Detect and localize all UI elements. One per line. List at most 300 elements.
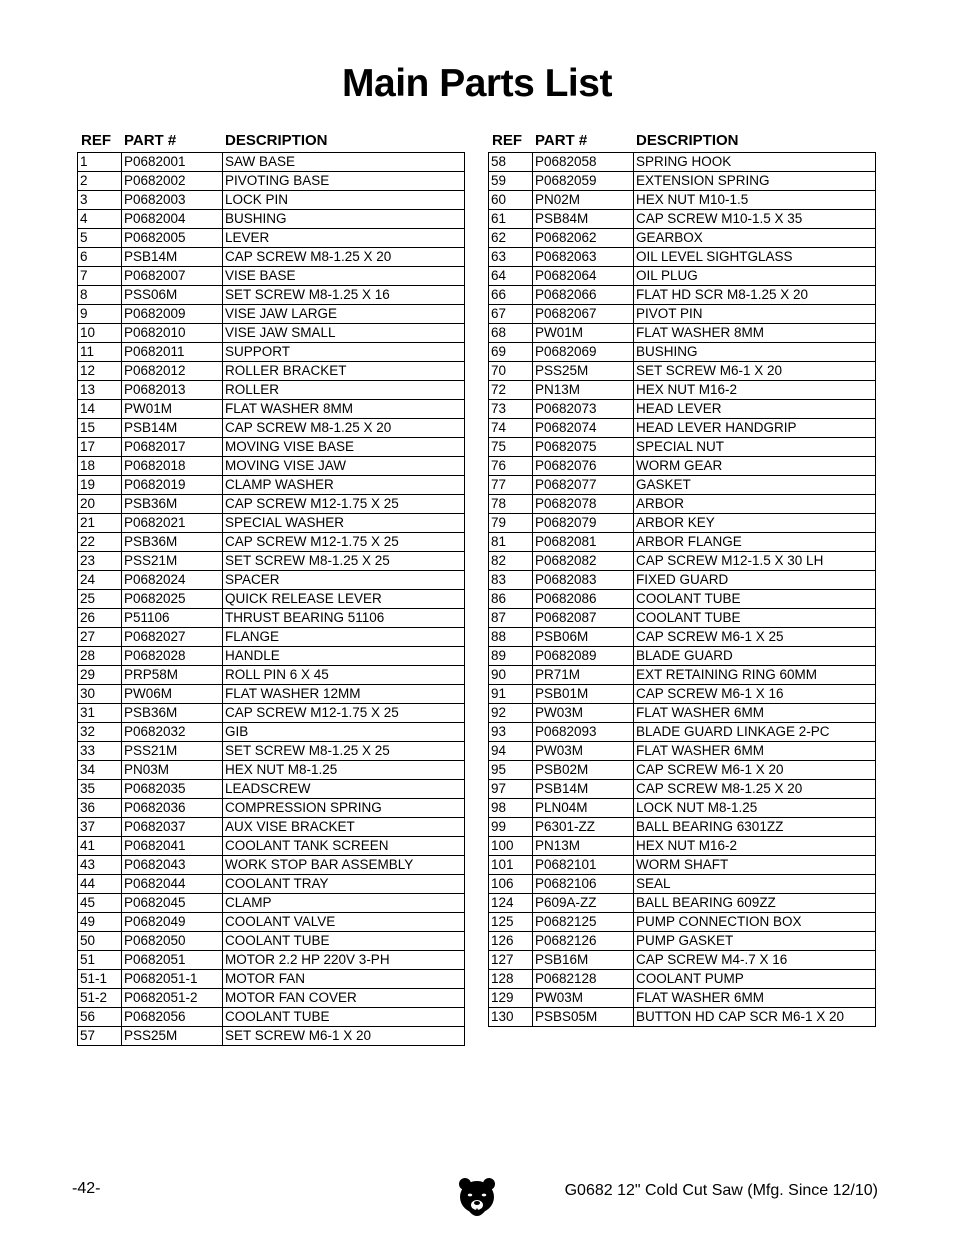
description-cell: CAP SCREW M6-1 X 25 xyxy=(634,628,876,647)
header-ref: REF xyxy=(81,132,111,149)
part-number-cell: PR71M xyxy=(533,666,634,685)
part-number-cell: PSS21M xyxy=(122,742,223,761)
ref-cell: 68 xyxy=(489,324,533,343)
ref-cell: 5 xyxy=(78,229,122,248)
table-row xyxy=(489,628,876,647)
ref-cell: 87 xyxy=(489,609,533,628)
part-number-cell: P0682079 xyxy=(533,514,634,533)
ref-cell: 95 xyxy=(489,761,533,780)
ref-cell: 81 xyxy=(489,533,533,552)
ref-cell: 26 xyxy=(78,609,122,628)
ref-cell: 2 xyxy=(78,172,122,191)
part-number-cell: PSS21M xyxy=(122,552,223,571)
part-number-cell: P0682059 xyxy=(533,172,634,191)
ref-cell: 59 xyxy=(489,172,533,191)
description-cell: SPACER xyxy=(223,571,465,590)
ref-cell: 69 xyxy=(489,343,533,362)
description-cell: ROLL PIN 6 X 45 xyxy=(223,666,465,685)
description-cell: PIVOTING BASE xyxy=(223,172,465,191)
table-row xyxy=(489,514,876,533)
ref-cell: 51-1 xyxy=(78,970,122,989)
table-row xyxy=(78,799,465,818)
part-number-cell: P0682050 xyxy=(122,932,223,951)
table-row xyxy=(489,723,876,742)
description-cell: MOVING VISE BASE xyxy=(223,438,465,457)
description-cell: HANDLE xyxy=(223,647,465,666)
table-row xyxy=(78,856,465,875)
description-cell: VISE JAW SMALL xyxy=(223,324,465,343)
part-number-cell: P0682058 xyxy=(533,153,634,172)
column-header xyxy=(488,130,876,152)
part-number-cell: P0682073 xyxy=(533,400,634,419)
description-cell: MOTOR FAN xyxy=(223,970,465,989)
header-ref: REF xyxy=(492,132,522,149)
ref-cell: 33 xyxy=(78,742,122,761)
description-cell: ROLLER xyxy=(223,381,465,400)
table-row xyxy=(78,172,465,191)
table-row xyxy=(489,305,876,324)
description-cell: PUMP CONNECTION BOX xyxy=(634,913,876,932)
ref-cell: 89 xyxy=(489,647,533,666)
part-number-cell: P0682035 xyxy=(122,780,223,799)
description-cell: COMPRESSION SPRING xyxy=(223,799,465,818)
part-number-cell: PW01M xyxy=(122,400,223,419)
ref-cell: 72 xyxy=(489,381,533,400)
part-number-cell: PSB16M xyxy=(533,951,634,970)
part-number-cell: P0682045 xyxy=(122,894,223,913)
description-cell: CAP SCREW M8-1.25 X 20 xyxy=(223,419,465,438)
part-number-cell: P0682106 xyxy=(533,875,634,894)
ref-cell: 24 xyxy=(78,571,122,590)
description-cell: COOLANT TUBE xyxy=(223,932,465,951)
table-row xyxy=(78,533,465,552)
ref-cell: 32 xyxy=(78,723,122,742)
description-cell: LEVER xyxy=(223,229,465,248)
description-cell: SPRING HOOK xyxy=(634,153,876,172)
footer-model-title: G0682 12" Cold Cut Saw (Mfg. Since 12/10) xyxy=(564,1182,878,1199)
table-row xyxy=(489,761,876,780)
table-row xyxy=(489,248,876,267)
ref-cell: 10 xyxy=(78,324,122,343)
description-cell: CAP SCREW M10-1.5 X 35 xyxy=(634,210,876,229)
ref-cell: 76 xyxy=(489,457,533,476)
table-row xyxy=(489,970,876,989)
part-number-cell: PN03M xyxy=(122,761,223,780)
table-row xyxy=(489,419,876,438)
description-cell: GEARBOX xyxy=(634,229,876,248)
description-cell: ARBOR FLANGE xyxy=(634,533,876,552)
page-number: -42- xyxy=(72,1180,101,1197)
part-number-cell: P0682010 xyxy=(122,324,223,343)
part-number-cell: PN02M xyxy=(533,191,634,210)
description-cell: BALL BEARING 6301ZZ xyxy=(634,818,876,837)
description-cell: MOVING VISE JAW xyxy=(223,457,465,476)
description-cell: FLAT WASHER 6MM xyxy=(634,742,876,761)
table-row xyxy=(78,286,465,305)
table-row xyxy=(78,419,465,438)
ref-cell: 30 xyxy=(78,685,122,704)
ref-cell: 36 xyxy=(78,799,122,818)
table-row xyxy=(78,875,465,894)
table-row xyxy=(489,704,876,723)
description-cell: OIL PLUG xyxy=(634,267,876,286)
ref-cell: 1 xyxy=(78,153,122,172)
table-row xyxy=(489,780,876,799)
table-row xyxy=(489,362,876,381)
part-number-cell: P0682002 xyxy=(122,172,223,191)
table-row xyxy=(489,647,876,666)
ref-cell: 125 xyxy=(489,913,533,932)
description-cell: VISE BASE xyxy=(223,267,465,286)
part-number-cell: PSB14M xyxy=(122,248,223,267)
description-cell: AUX VISE BRACKET xyxy=(223,818,465,837)
table-row xyxy=(489,837,876,856)
description-cell: COOLANT PUMP xyxy=(634,970,876,989)
ref-cell: 63 xyxy=(489,248,533,267)
part-number-cell: P0682078 xyxy=(533,495,634,514)
table-row xyxy=(489,913,876,932)
table-row xyxy=(489,400,876,419)
ref-cell: 18 xyxy=(78,457,122,476)
table-row xyxy=(489,438,876,457)
description-cell: PIVOT PIN xyxy=(634,305,876,324)
table-row xyxy=(489,533,876,552)
table-row xyxy=(489,495,876,514)
description-cell: FLAT WASHER 8MM xyxy=(634,324,876,343)
ref-cell: 7 xyxy=(78,267,122,286)
table-row xyxy=(489,153,876,172)
table-row xyxy=(489,1008,876,1027)
ref-cell: 66 xyxy=(489,286,533,305)
table-row xyxy=(78,514,465,533)
column-header xyxy=(77,130,465,152)
description-cell: COOLANT TUBE xyxy=(634,590,876,609)
table-row xyxy=(489,191,876,210)
part-number-cell: P0682087 xyxy=(533,609,634,628)
part-number-cell: P0682101 xyxy=(533,856,634,875)
table-row xyxy=(78,590,465,609)
part-number-cell: P0682066 xyxy=(533,286,634,305)
description-cell: CLAMP WASHER xyxy=(223,476,465,495)
parts-table-left xyxy=(77,152,465,1046)
description-cell: ARBOR KEY xyxy=(634,514,876,533)
part-number-cell: P0682051-2 xyxy=(122,989,223,1008)
description-cell: FLAT WASHER 8MM xyxy=(223,400,465,419)
description-cell: BALL BEARING 609ZZ xyxy=(634,894,876,913)
part-number-cell: P0682049 xyxy=(122,913,223,932)
ref-cell: 124 xyxy=(489,894,533,913)
table-row xyxy=(489,856,876,875)
description-cell: MOTOR 2.2 HP 220V 3-PH xyxy=(223,951,465,970)
part-number-cell: P0682018 xyxy=(122,457,223,476)
ref-cell: 62 xyxy=(489,229,533,248)
table-row xyxy=(489,172,876,191)
ref-cell: 3 xyxy=(78,191,122,210)
part-number-cell: P0682027 xyxy=(122,628,223,647)
table-row xyxy=(489,742,876,761)
description-cell: HEX NUT M16-2 xyxy=(634,381,876,400)
table-row xyxy=(489,799,876,818)
part-number-cell: PSB02M xyxy=(533,761,634,780)
description-cell: BLADE GUARD LINKAGE 2-PC xyxy=(634,723,876,742)
part-number-cell: PSB36M xyxy=(122,495,223,514)
bear-head-icon xyxy=(457,1175,497,1223)
ref-cell: 12 xyxy=(78,362,122,381)
ref-cell: 98 xyxy=(489,799,533,818)
table-row xyxy=(78,932,465,951)
ref-cell: 23 xyxy=(78,552,122,571)
ref-cell: 78 xyxy=(489,495,533,514)
ref-cell: 79 xyxy=(489,514,533,533)
description-cell: SET SCREW M8-1.25 X 25 xyxy=(223,742,465,761)
part-number-cell: P0682009 xyxy=(122,305,223,324)
ref-cell: 127 xyxy=(489,951,533,970)
part-number-cell: P0682013 xyxy=(122,381,223,400)
table-row xyxy=(78,704,465,723)
table-row xyxy=(489,267,876,286)
table-row xyxy=(489,894,876,913)
part-number-cell: PN13M xyxy=(533,837,634,856)
part-number-cell: P0682083 xyxy=(533,571,634,590)
ref-cell: 126 xyxy=(489,932,533,951)
description-cell: SPECIAL WASHER xyxy=(223,514,465,533)
ref-cell: 14 xyxy=(78,400,122,419)
description-cell: CAP SCREW M6-1 X 20 xyxy=(634,761,876,780)
part-number-cell: P0682007 xyxy=(122,267,223,286)
part-number-cell: PW03M xyxy=(533,989,634,1008)
description-cell: COOLANT VALVE xyxy=(223,913,465,932)
ref-cell: 50 xyxy=(78,932,122,951)
table-row xyxy=(489,552,876,571)
part-number-cell: P0682024 xyxy=(122,571,223,590)
ref-cell: 128 xyxy=(489,970,533,989)
ref-cell: 57 xyxy=(78,1027,122,1046)
description-cell: HEX NUT M16-2 xyxy=(634,837,876,856)
description-cell: BUSHING xyxy=(634,343,876,362)
part-number-cell: PSB14M xyxy=(533,780,634,799)
description-cell: CAP SCREW M12-1.75 X 25 xyxy=(223,533,465,552)
ref-cell: 83 xyxy=(489,571,533,590)
description-cell: GASKET xyxy=(634,476,876,495)
table-row xyxy=(489,609,876,628)
parts-column-left xyxy=(77,130,465,1046)
table-row xyxy=(489,476,876,495)
part-number-cell: P0682017 xyxy=(122,438,223,457)
table-row xyxy=(78,666,465,685)
ref-cell: 82 xyxy=(489,552,533,571)
table-row xyxy=(78,685,465,704)
table-row xyxy=(489,571,876,590)
table-row xyxy=(489,286,876,305)
part-number-cell: P0682044 xyxy=(122,875,223,894)
ref-cell: 93 xyxy=(489,723,533,742)
description-cell: ROLLER BRACKET xyxy=(223,362,465,381)
ref-cell: 64 xyxy=(489,267,533,286)
table-row xyxy=(78,837,465,856)
table-row xyxy=(78,248,465,267)
ref-cell: 29 xyxy=(78,666,122,685)
table-row xyxy=(489,875,876,894)
ref-cell: 19 xyxy=(78,476,122,495)
header-description: DESCRIPTION xyxy=(636,132,739,149)
part-number-cell: P0682003 xyxy=(122,191,223,210)
part-number-cell: P0682041 xyxy=(122,837,223,856)
ref-cell: 21 xyxy=(78,514,122,533)
description-cell: THRUST BEARING 51106 xyxy=(223,609,465,628)
part-number-cell: P0682081 xyxy=(533,533,634,552)
description-cell: HEX NUT M10-1.5 xyxy=(634,191,876,210)
ref-cell: 28 xyxy=(78,647,122,666)
description-cell: HEAD LEVER xyxy=(634,400,876,419)
part-number-cell: P0682089 xyxy=(533,647,634,666)
table-row xyxy=(78,305,465,324)
ref-cell: 44 xyxy=(78,875,122,894)
table-row xyxy=(78,894,465,913)
description-cell: PUMP GASKET xyxy=(634,932,876,951)
description-cell: FIXED GUARD xyxy=(634,571,876,590)
ref-cell: 74 xyxy=(489,419,533,438)
description-cell: CAP SCREW M8-1.25 X 20 xyxy=(223,248,465,267)
part-number-cell: PSB14M xyxy=(122,419,223,438)
part-number-cell: P0682076 xyxy=(533,457,634,476)
description-cell: SEAL xyxy=(634,875,876,894)
table-row xyxy=(78,1008,465,1027)
description-cell: CAP SCREW M12-1.75 X 25 xyxy=(223,495,465,514)
part-number-cell: PSS06M xyxy=(122,286,223,305)
part-number-cell: P0682082 xyxy=(533,552,634,571)
table-row xyxy=(489,951,876,970)
description-cell: SUPPORT xyxy=(223,343,465,362)
table-row xyxy=(78,818,465,837)
part-number-cell: P0682032 xyxy=(122,723,223,742)
description-cell: LOCK NUT M8-1.25 xyxy=(634,799,876,818)
ref-cell: 8 xyxy=(78,286,122,305)
part-number-cell: P0682036 xyxy=(122,799,223,818)
table-row xyxy=(489,210,876,229)
part-number-cell: PW06M xyxy=(122,685,223,704)
part-number-cell: PW01M xyxy=(533,324,634,343)
table-row xyxy=(489,381,876,400)
part-number-cell: PSBS05M xyxy=(533,1008,634,1027)
part-number-cell: PLN04M xyxy=(533,799,634,818)
description-cell: LOCK PIN xyxy=(223,191,465,210)
table-row xyxy=(78,761,465,780)
description-cell: CAP SCREW M12-1.75 X 25 xyxy=(223,704,465,723)
part-number-cell: P0682021 xyxy=(122,514,223,533)
part-number-cell: PSB36M xyxy=(122,704,223,723)
ref-cell: 101 xyxy=(489,856,533,875)
table-row xyxy=(78,552,465,571)
description-cell: HEX NUT M8-1.25 xyxy=(223,761,465,780)
description-cell: VISE JAW LARGE xyxy=(223,305,465,324)
table-row xyxy=(78,381,465,400)
part-number-cell: P0682051-1 xyxy=(122,970,223,989)
ref-cell: 13 xyxy=(78,381,122,400)
description-cell: COOLANT TUBE xyxy=(634,609,876,628)
table-row xyxy=(78,913,465,932)
part-number-cell: P0682062 xyxy=(533,229,634,248)
table-row xyxy=(78,609,465,628)
ref-cell: 129 xyxy=(489,989,533,1008)
table-row xyxy=(489,324,876,343)
ref-cell: 11 xyxy=(78,343,122,362)
ref-cell: 86 xyxy=(489,590,533,609)
ref-cell: 22 xyxy=(78,533,122,552)
part-number-cell: PSB36M xyxy=(122,533,223,552)
part-number-cell: PW03M xyxy=(533,704,634,723)
description-cell: CAP SCREW M4-.7 X 16 xyxy=(634,951,876,970)
ref-cell: 25 xyxy=(78,590,122,609)
part-number-cell: P0682064 xyxy=(533,267,634,286)
part-number-cell: P0682125 xyxy=(533,913,634,932)
description-cell: MOTOR FAN COVER xyxy=(223,989,465,1008)
table-row xyxy=(78,438,465,457)
ref-cell: 106 xyxy=(489,875,533,894)
table-row xyxy=(489,989,876,1008)
table-row xyxy=(78,210,465,229)
description-cell: SET SCREW M6-1 X 20 xyxy=(223,1027,465,1046)
ref-cell: 17 xyxy=(78,438,122,457)
part-number-cell: P0682074 xyxy=(533,419,634,438)
ref-cell: 35 xyxy=(78,780,122,799)
header-part-number: PART # xyxy=(535,132,588,149)
part-number-cell: PSB06M xyxy=(533,628,634,647)
part-number-cell: P0682075 xyxy=(533,438,634,457)
table-row xyxy=(78,647,465,666)
table-row xyxy=(78,742,465,761)
ref-cell: 51 xyxy=(78,951,122,970)
table-row xyxy=(78,229,465,248)
table-row xyxy=(489,666,876,685)
table-row xyxy=(78,723,465,742)
ref-cell: 88 xyxy=(489,628,533,647)
part-number-cell: P0682001 xyxy=(122,153,223,172)
table-row xyxy=(78,400,465,419)
table-row xyxy=(78,628,465,647)
part-number-cell: P51106 xyxy=(122,609,223,628)
ref-cell: 49 xyxy=(78,913,122,932)
part-number-cell: P0682067 xyxy=(533,305,634,324)
description-cell: WORM GEAR xyxy=(634,457,876,476)
table-row xyxy=(78,495,465,514)
header-description: DESCRIPTION xyxy=(225,132,328,149)
description-cell: SET SCREW M8-1.25 X 16 xyxy=(223,286,465,305)
part-number-cell: P0682028 xyxy=(122,647,223,666)
table-row xyxy=(78,476,465,495)
header-part-number: PART # xyxy=(124,132,177,149)
description-cell: COOLANT TRAY xyxy=(223,875,465,894)
description-cell: SET SCREW M6-1 X 20 xyxy=(634,362,876,381)
part-number-cell: PSS25M xyxy=(122,1027,223,1046)
table-row xyxy=(489,685,876,704)
description-cell: BLADE GUARD xyxy=(634,647,876,666)
ref-cell: 27 xyxy=(78,628,122,647)
description-cell: SPECIAL NUT xyxy=(634,438,876,457)
part-number-cell: P609A-ZZ xyxy=(533,894,634,913)
table-row xyxy=(489,229,876,248)
description-cell: CAP SCREW M12-1.5 X 30 LH xyxy=(634,552,876,571)
part-number-cell: P0682126 xyxy=(533,932,634,951)
description-cell: OIL LEVEL SIGHTGLASS xyxy=(634,248,876,267)
description-cell: CLAMP xyxy=(223,894,465,913)
ref-cell: 56 xyxy=(78,1008,122,1027)
table-row xyxy=(78,191,465,210)
ref-cell: 92 xyxy=(489,704,533,723)
ref-cell: 15 xyxy=(78,419,122,438)
part-number-cell: P0682025 xyxy=(122,590,223,609)
part-number-cell: P0682012 xyxy=(122,362,223,381)
table-row xyxy=(78,362,465,381)
